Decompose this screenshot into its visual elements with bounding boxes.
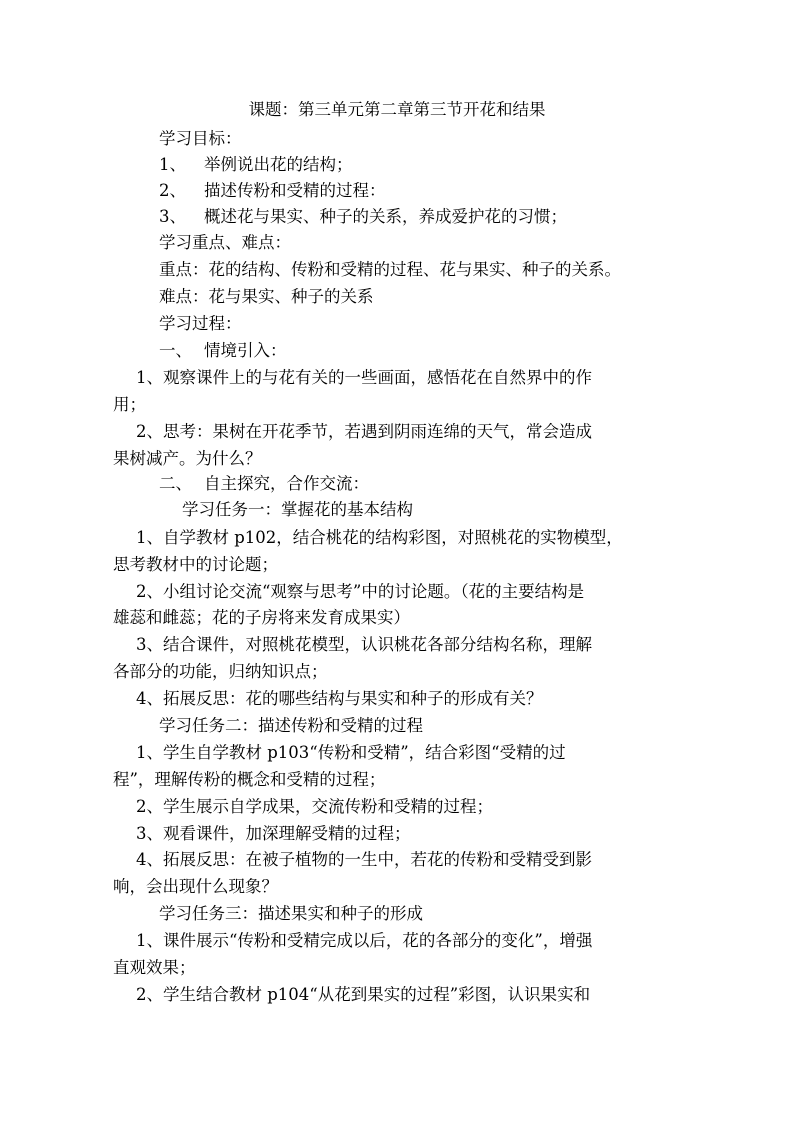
paragraph-line: 1、自学教材 p102，结合桃花的结构彩图，对照桃花的实物模型， — [136, 528, 623, 547]
objective-item — [159, 181, 386, 201]
paragraph-line: 3、观看课件，加深理解受精的过程； — [136, 824, 411, 843]
objective-text: 概述花与果实、种子的关系，养成爱护花的习惯； — [204, 207, 567, 226]
section-heading — [159, 474, 369, 494]
paragraph-line: 1、课件展示“传粉和受精完成以后，花的各部分的变化”，增强 — [136, 931, 593, 950]
paragraph-line: 直观效果； — [113, 958, 196, 977]
paragraph-line: 2、学生结合教材 p104“从花到果实的过程”彩图，认识果实和 — [136, 985, 591, 1004]
task-heading: 学习任务二：描述传粉和受精的过程 — [159, 716, 423, 735]
objective-item — [159, 207, 567, 227]
paragraph-line: 2、思考：果树在开花季节，若遇到阴雨连绵的天气，常会造成 — [136, 422, 592, 441]
section-number: 二、 — [159, 474, 192, 493]
paragraph-line: 程”，理解传粉的概念和受精的过程； — [113, 770, 386, 789]
objective-number: 2、 — [159, 181, 186, 200]
paragraph-line: 1、观察课件上的与花有关的一些画面，感悟花在自然界中的作 — [136, 368, 592, 387]
paragraph-line: 雄蕊和雌蕊；花的子房将来发育成果实） — [113, 608, 410, 627]
objective-number: 1、 — [159, 155, 186, 174]
objective-text: 描述传粉和受精的过程： — [204, 181, 386, 200]
key-focus: 重点：花的结构、传粉和受精的过程、花与果实、种子的关系。 — [159, 260, 621, 279]
paragraph-line: 各部分的功能，归纳知识点； — [113, 662, 328, 681]
paragraph-line: 用； — [113, 395, 146, 414]
paragraph-line: 4、拓展反思：在被子植物的一生中，若花的传粉和受精受到影 — [136, 850, 592, 869]
objective-number: 3、 — [159, 207, 186, 226]
objective-item — [159, 155, 353, 175]
paragraph-line: 1、学生自学教材 p103“传粉和受精”，结合彩图“受精的过 — [136, 743, 566, 762]
paragraph-line: 响，会出现什么现象？ — [113, 877, 278, 896]
key-points-heading: 学习重点、难点： — [159, 233, 291, 252]
process-heading: 学习过程： — [159, 314, 242, 333]
task-heading: 学习任务三：描述果实和种子的形成 — [159, 904, 423, 923]
section-title: 情境引入： — [204, 341, 287, 360]
section-heading — [159, 341, 287, 361]
section-title: 自主探究，合作交流： — [204, 474, 369, 493]
paragraph-line: 思考教材中的讨论题； — [113, 555, 278, 574]
section-number: 一、 — [159, 341, 192, 360]
key-difficulty: 难点：花与果实、种子的关系 — [159, 287, 374, 306]
paragraph-line: 果树减产。为什么？ — [113, 449, 262, 468]
objectives-heading: 学习目标： — [159, 129, 242, 148]
paragraph-line: 2、学生展示自学成果，交流传粉和受精的过程； — [136, 797, 493, 816]
paragraph-line: 2、小组讨论交流“观察与思考”中的讨论题。（花的主要结构是 — [136, 582, 585, 601]
paragraph-line: 4、拓展反思：花的哪些结构与果实和种子的形成有关？ — [136, 689, 543, 708]
document-title: 课题：第三单元第二章第三节开花和结果 — [248, 100, 546, 119]
paragraph-line: 3、结合课件，对照桃花模型，认识桃花各部分结构名称，理解 — [136, 635, 592, 654]
task-heading: 学习任务一：掌握花的基本结构 — [182, 500, 413, 519]
objective-text: 举例说出花的结构； — [204, 155, 353, 174]
